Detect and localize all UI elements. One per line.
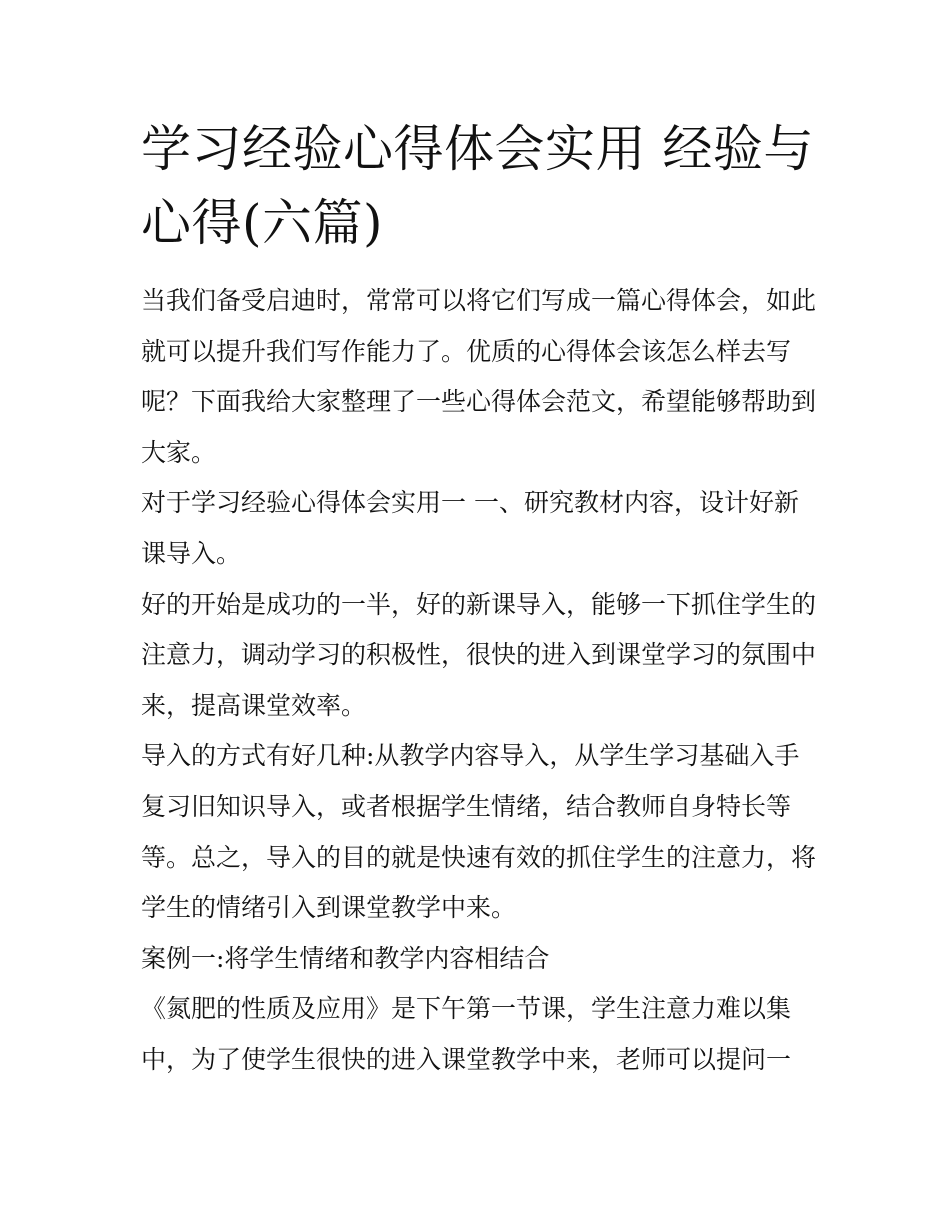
text-line: 来，提高课堂效率。 xyxy=(141,690,367,720)
text-line: 注意力，调动学习的积极性，很快的进入到课堂学习的氛围中 xyxy=(141,640,817,670)
text-line: 中，为了使学生很快的进入课堂教学中来，老师可以提问一 xyxy=(141,1044,792,1074)
title-line-1: 学习经验心得体会实用 经验与 xyxy=(141,120,814,178)
text-line: 就可以提升我们写作能力了。优质的心得体会该怎么样去写 xyxy=(141,336,792,366)
text-line: 案例一:将学生情绪和教学内容相结合 xyxy=(141,943,550,973)
paragraph-section-one xyxy=(141,478,821,579)
paragraph-intro-methods xyxy=(141,731,821,933)
paragraph-case-one-body xyxy=(141,984,821,1085)
text-line: 《氮肥的性质及应用》是下午第一节课，学生注意力难以集 xyxy=(141,994,792,1024)
paragraph-intro xyxy=(141,276,821,478)
text-line: 呢？下面我给大家整理了一些心得体会范文，希望能够帮助到 xyxy=(141,387,817,417)
text-line: 大家。 xyxy=(141,437,217,467)
text-line: 复习旧知识导入，或者根据学生情绪，结合教师自身特长等 xyxy=(141,791,792,821)
text-line: 导入的方式有好几种:从教学内容导入，从学生学习基础入手 xyxy=(141,741,800,771)
text-line: 好的开始是成功的一半，好的新课导入，能够一下抓住学生的 xyxy=(141,589,817,619)
text-line: 当我们备受启迪时，常常可以将它们写成一篇心得体会，如此 xyxy=(141,286,817,315)
text-line: 等。总之，导入的目的就是快速有效的抓住学生的注意力，将 xyxy=(141,842,817,872)
text-line: 课导入。 xyxy=(141,538,242,568)
paragraph-good-start xyxy=(141,580,821,732)
document-body xyxy=(141,276,821,1086)
title-line-2: 心得(六篇) xyxy=(141,194,384,252)
text-line: 对于学习经验心得体会实用一 一、研究教材内容，设计好新 xyxy=(141,488,799,518)
text-line: 学生的情绪引入到课堂教学中来。 xyxy=(141,893,517,923)
paragraph-case-one-heading xyxy=(141,934,821,985)
document-title xyxy=(141,112,821,260)
